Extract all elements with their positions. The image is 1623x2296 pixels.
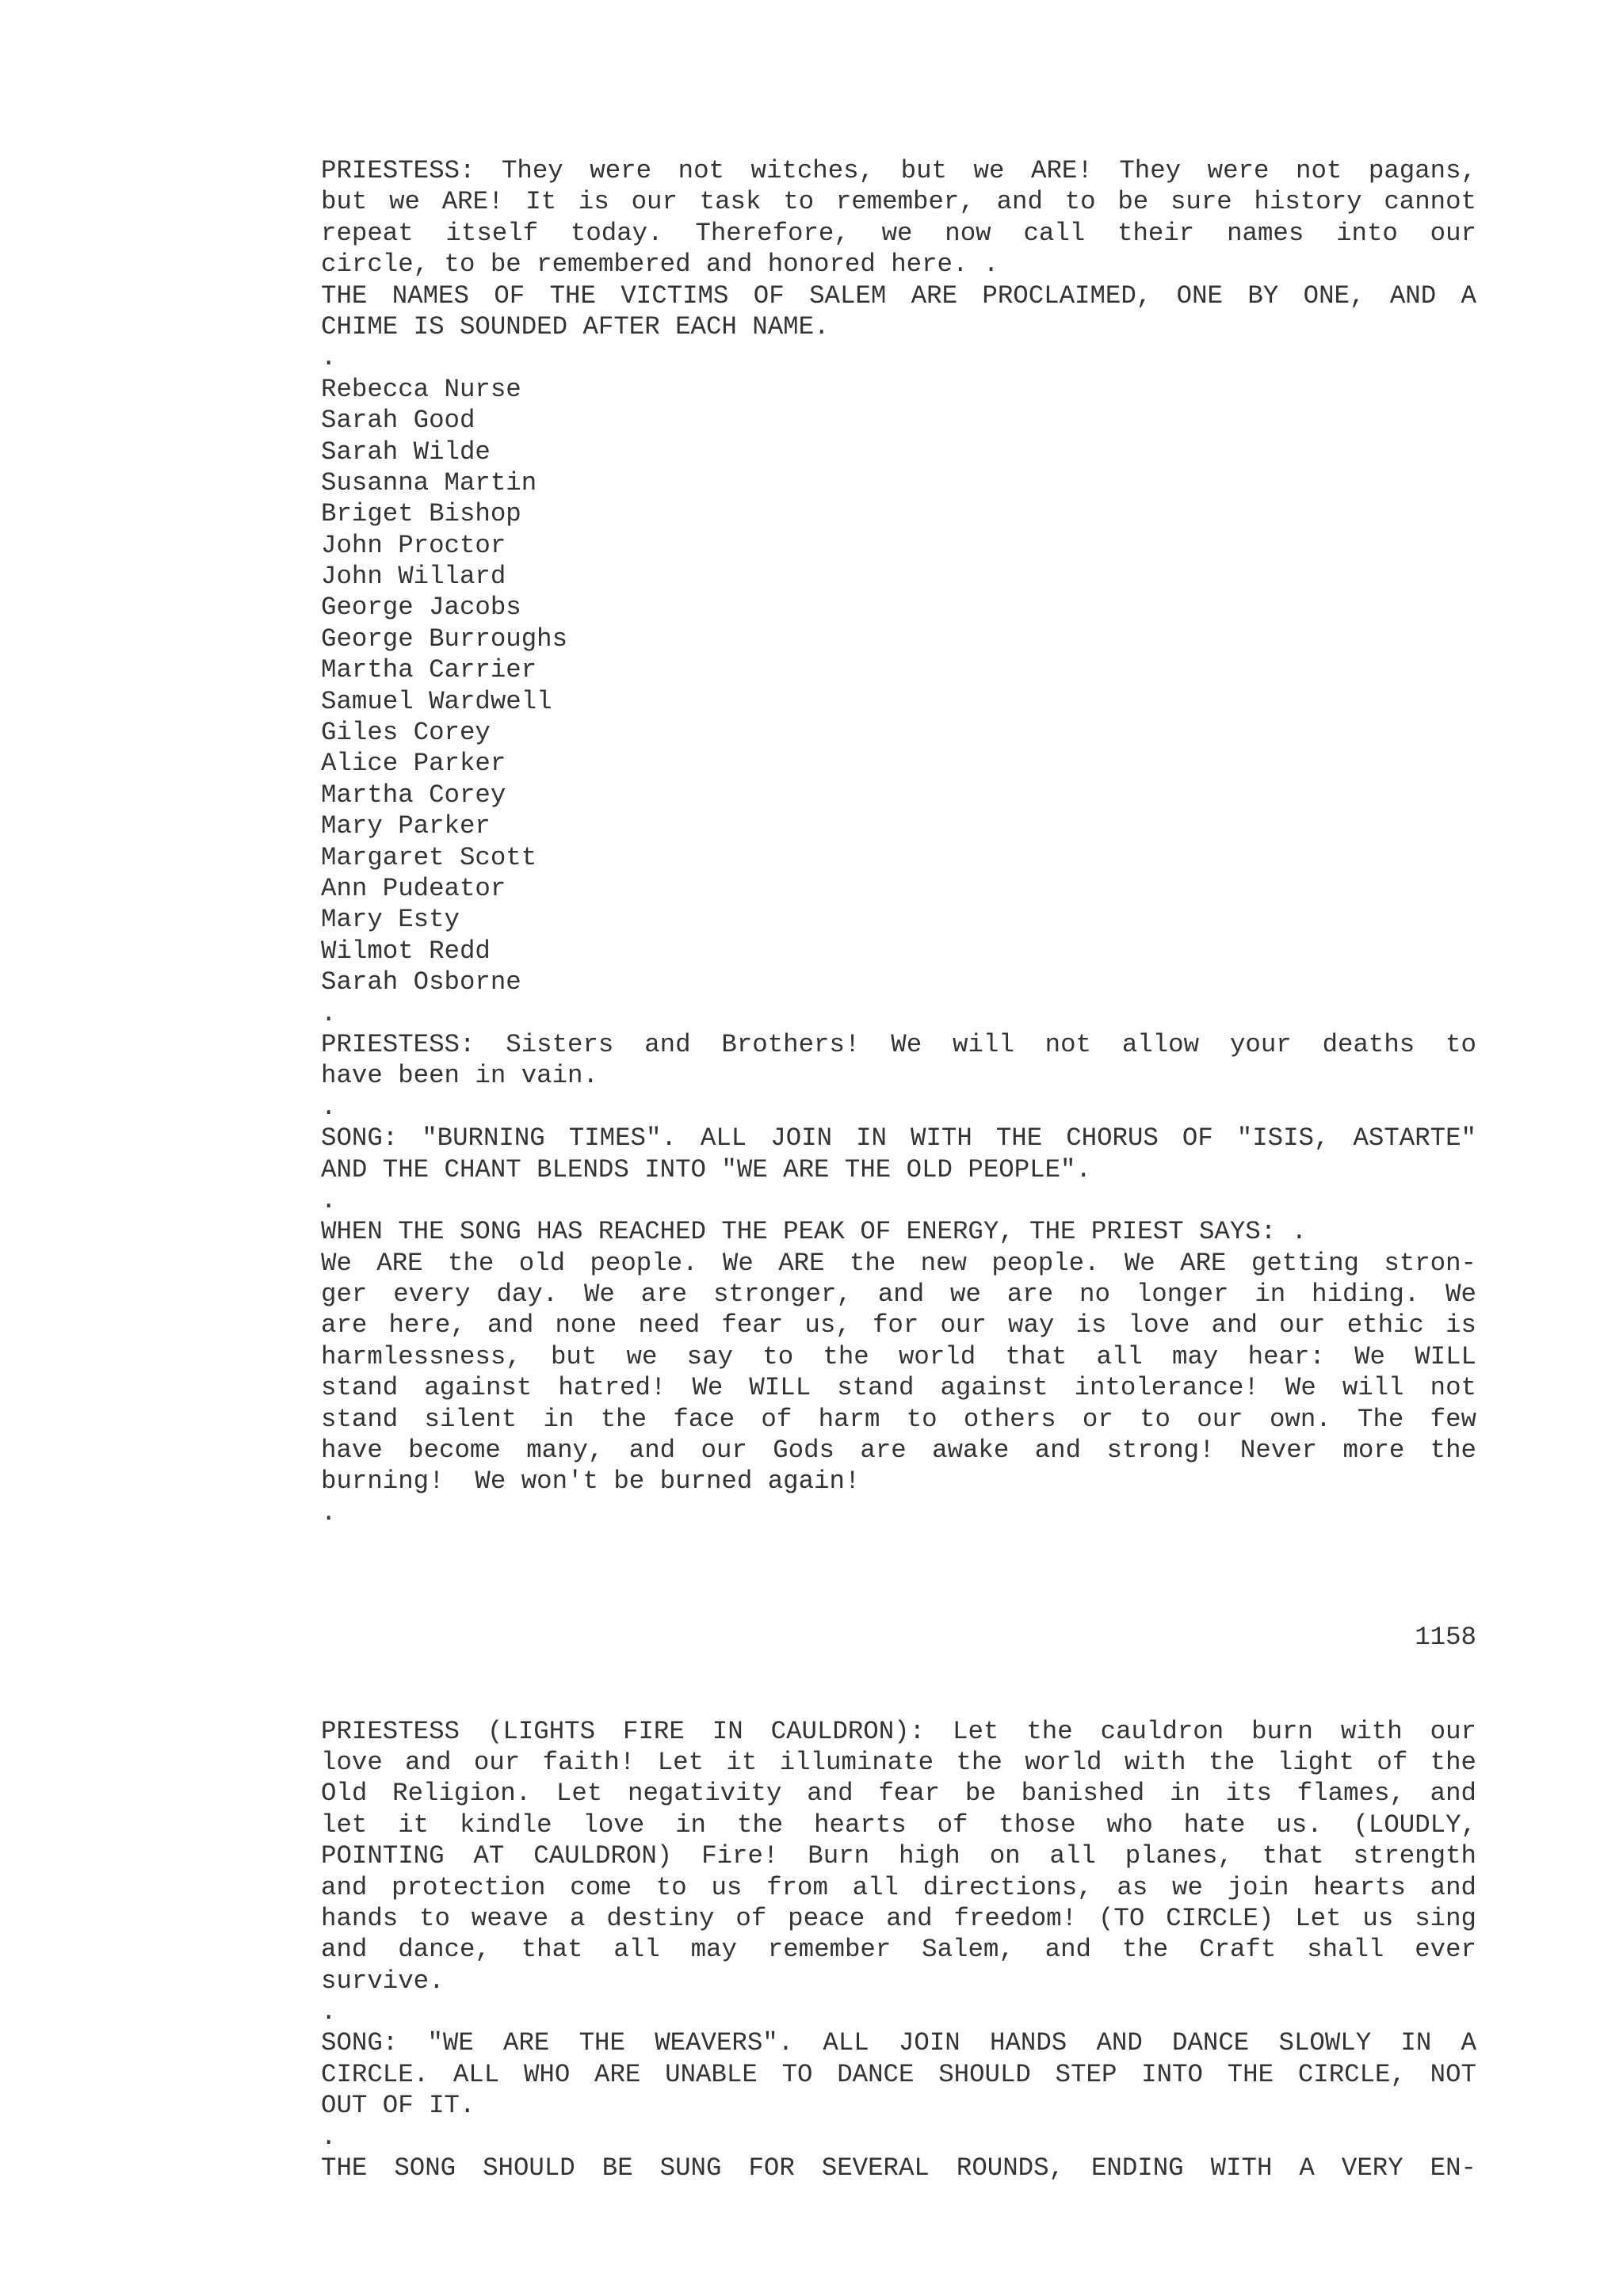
text-line: Wilmot Redd [321,936,491,966]
text-line: Ann Pudeator [321,873,506,903]
text-line: OUT OF IT. [321,2091,475,2121]
text-line: circle, to be remembered and honored here. . [321,250,999,280]
text-line: . [321,343,337,373]
text-line: SONG: "WE ARE THE WEAVERS". ALL JOIN HANDS AND DANCE SLOWLY IN A [321,2028,1476,2058]
text-line: hands to weave a destiny of peace and freedom! (TO CIRCLE) Let us sing [321,1903,1476,1933]
text-line: and protection come to us from all directions, as we join hearts and [321,1872,1476,1902]
text-line: let it kindle love in the hearts of those who hate us. (LOUDLY, [321,1810,1476,1840]
text-line: have become many, and our Gods are awake and strong! Never more the [321,1436,1476,1466]
text-line: Sarah Good [321,406,475,436]
text-line: . [321,1092,337,1122]
text-line: Martha Carrier [321,655,537,685]
text-line: John Proctor [321,530,506,560]
text-line: . [321,1497,337,1527]
spacer [321,1653,1476,1716]
text-line: . [321,1185,337,1215]
spacer [321,1528,1476,1622]
text-line: Samuel Wardwell [321,686,552,716]
text-line: PRIESTESS: Sisters and Brothers! We will not allow your deaths to [321,1029,1476,1059]
text-line: Briget Bishop [321,499,521,529]
text-line: THE SONG SHOULD BE SUNG FOR SEVERAL ROUNDS, ENDING WITH A VERY EN- [321,2153,1476,2183]
text-line: and dance, that all may remember Salem, and the Craft shall ever [321,1935,1476,1965]
text-line: Old Religion. Let negativity and fear be banished in its flames, and [321,1779,1476,1809]
text-line: George Jacobs [321,593,521,623]
ritual-text-block-1 [321,155,1476,1528]
text-line: but we ARE! It is our task to remember, and to be sure history cannot [321,187,1476,217]
text-line: PRIESTESS: They were not witches, but we ARE! They were not pagans, [321,156,1476,185]
text-line: AND THE CHANT BLENDS INTO "WE ARE THE OLD PEOPLE". [321,1154,1091,1184]
text-line: POINTING AT CAULDRON) Fire! Burn high on all planes, that strength [321,1841,1476,1871]
text-line: . [321,1997,337,2027]
ritual-text-block-2 [321,1716,1476,2184]
text-line: We ARE the old people. We ARE the new people. We ARE getting stron- [321,1248,1476,1278]
text-line: Alice Parker [321,749,506,779]
text-line: THE NAMES OF THE VICTIMS OF SALEM ARE PROCLAIMED, ONE BY ONE, AND A [321,280,1476,311]
text-line: Mary Esty [321,905,460,935]
text-line: burning! We won't be burned again! [321,1466,861,1497]
text-line: CIRCLE. ALL WHO ARE UNABLE TO DANCE SHOULD STEP INTO THE CIRCLE, NOT [321,2059,1476,2089]
text-line: Sarah Osborne [321,967,521,997]
text-line: John Willard [321,562,506,592]
text-line: . [321,998,337,1028]
text-line: are here, and none need fear us, for our way is love and our ethic is [321,1310,1476,1341]
text-line: Sarah Wilde [321,437,491,467]
text-line: George Burroughs [321,624,568,654]
text-line: repeat itself today. Therefore, we now call their names into our [321,218,1476,248]
text-line: stand against hatred! We WILL stand against intolerance! We will not [321,1373,1476,1403]
text-line: Margaret Scott [321,842,537,872]
text-line: Mary Parker [321,811,491,841]
text-line: Giles Corey [321,718,491,748]
text-line: Susanna Martin [321,467,537,498]
text-line: WHEN THE SONG HAS REACHED THE PEAK OF ENERGY, THE PRIEST SAYS: . [321,1217,1308,1247]
page-number: 1158 [1415,1623,1476,1653]
text-line: ger every day. We are stronger, and we are no longer in hiding. We [321,1280,1476,1310]
text-line: love and our faith! Let it illuminate the world with the light of the [321,1747,1476,1777]
document-page [321,155,1476,2183]
text-line: Rebecca Nurse [321,374,521,404]
text-line: PRIESTESS (LIGHTS FIRE IN CAULDRON): Let the cauldron burn with our [321,1716,1476,1746]
text-line: Martha Corey [321,780,506,810]
text-line: harmlessness, but we say to the world that all may hear: We WILL [321,1341,1476,1371]
text-line: CHIME IS SOUNDED AFTER EACH NAME. [321,311,830,341]
text-line: stand silent in the face of harm to others or to our own. The few [321,1404,1476,1434]
text-line: SONG: "BURNING TIMES". ALL JOIN IN WITH THE CHORUS OF "ISIS, ASTARTE" [321,1123,1476,1154]
text-line: survive. [321,1966,445,1996]
text-line: . [321,2122,337,2152]
text-line: have been in vain. [321,1061,598,1091]
